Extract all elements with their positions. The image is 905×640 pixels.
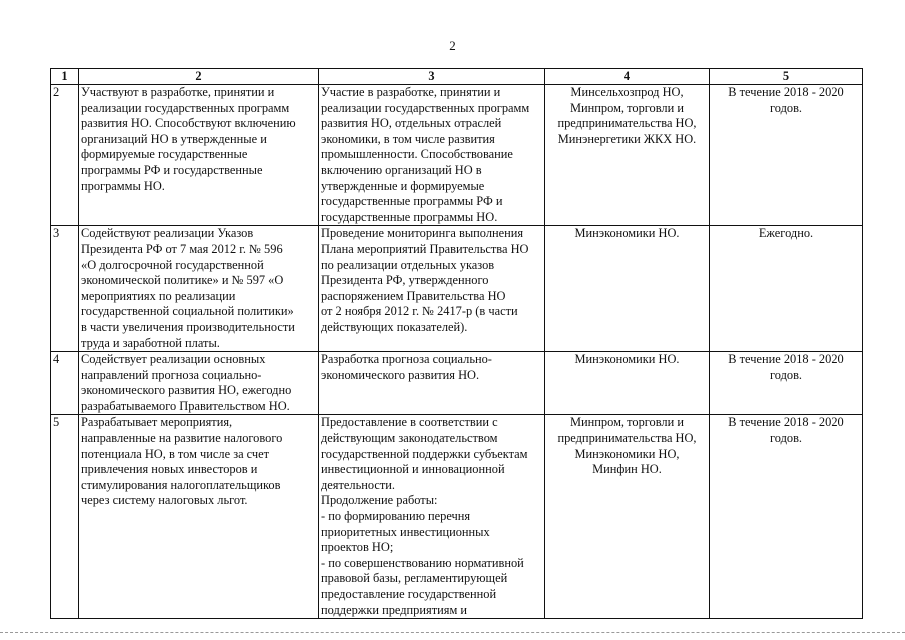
cell-text-line: потенциала НО, в том числе за счет xyxy=(81,446,270,461)
cell-text-line: Минпром, торговли и xyxy=(570,415,684,430)
cell-text-line: реализации государственных программ xyxy=(321,100,530,115)
cell-text-line: Президента РФ от 7 мая 2012 г. № 596 xyxy=(81,241,283,256)
responsible-cell xyxy=(545,226,710,352)
cell-text-line: предоставление государственной xyxy=(321,587,497,601)
deadline-cell xyxy=(710,352,863,415)
cell-text-line: по реализации отдельных указов xyxy=(321,257,495,272)
cell-text-line: организаций НО в утвержденные и xyxy=(81,131,267,146)
cell-text-line: через систему налоговых льгот. xyxy=(81,493,248,508)
cell-text-line: направлений прогноза социально- xyxy=(81,367,262,382)
measures-table xyxy=(50,68,863,619)
row-number: 3 xyxy=(51,226,79,352)
deadline-cell xyxy=(710,415,863,619)
cell-text-line: Предоставление в соответствии с xyxy=(321,415,498,430)
cell-text-line: годов. xyxy=(769,431,803,446)
cell-text-line: Минсельхозпрод НО, xyxy=(570,85,684,99)
cell-text-line: Разрабатывает мероприятия, xyxy=(81,415,233,430)
column-header-5: 5 xyxy=(710,69,863,85)
deadline-cell xyxy=(710,85,863,226)
cell-text-line: приоритетных инвестиционных xyxy=(321,524,490,539)
action-cell xyxy=(319,352,545,415)
cell-text-line: инвестиционной и инновационной xyxy=(321,462,505,477)
cell-text-line: Содействует реализации основных xyxy=(81,352,266,367)
cell-text-line: действующих показателей). xyxy=(321,319,468,334)
table-row xyxy=(51,352,863,415)
cell-text-line: включению организаций НО в xyxy=(321,162,482,177)
cell-text-line: распоряжением Правительства НО xyxy=(321,288,506,303)
cell-text-line: стимулирования налогоплательщиков xyxy=(81,477,281,492)
row-number: 5 xyxy=(51,415,79,619)
cell-text-line: государственные программы НО. xyxy=(321,209,498,224)
cell-text-line: проектов НО; xyxy=(321,540,394,555)
cell-text-line: Президента РФ, утвержденного xyxy=(321,273,489,288)
cell-text-line: Минфин НО. xyxy=(592,462,662,477)
page-number: 2 xyxy=(449,38,456,53)
cell-text-line: Продолжение работы: xyxy=(321,493,438,508)
cell-text-line: реализации государственных программ xyxy=(81,100,290,115)
cell-text-line: государственной социальной политики» xyxy=(81,304,294,319)
column-header-1: 1 xyxy=(51,69,79,85)
table-row xyxy=(51,226,863,352)
cell-text-line: годов. xyxy=(769,367,803,382)
goal-cell xyxy=(79,352,319,415)
cell-text-line: развития НО. Способствуют включению xyxy=(81,116,296,131)
cell-text-line: годов. xyxy=(769,100,803,115)
cell-text-line: В течение 2018 - 2020 xyxy=(728,415,844,430)
action-cell xyxy=(319,415,545,619)
cell-text-line: промышленности. Способствование xyxy=(321,147,513,162)
cell-text-line: предпринимательства НО, xyxy=(557,116,697,131)
table-body xyxy=(51,85,863,619)
cell-text-line: В течение 2018 - 2020 xyxy=(728,352,844,367)
cell-text-line: Минэкономики НО. xyxy=(574,226,680,241)
row-number: 4 xyxy=(51,352,79,415)
bottom-divider xyxy=(0,632,905,633)
cell-text-line: мероприятиях по реализации xyxy=(81,288,236,303)
cell-text-line: Минэкономики НО, xyxy=(574,446,680,461)
responsible-cell xyxy=(545,352,710,415)
action-cell xyxy=(319,85,545,226)
goal-cell xyxy=(79,226,319,352)
cell-text-line: Участие в разработке, принятии и xyxy=(321,85,501,99)
cell-text-line: Разработка прогноза социально- xyxy=(321,352,492,367)
cell-text-line: Плана мероприятий Правительства НО xyxy=(321,241,529,256)
cell-text-line: - по формированию перечня xyxy=(321,509,471,524)
cell-text-line: разрабатываемого Правительством НО. xyxy=(81,398,290,413)
cell-text-line: «О долгосрочной государственной xyxy=(81,257,264,272)
cell-text-line: экономического развития НО, ежегодно xyxy=(81,383,292,398)
cell-text-line: Минэкономики НО. xyxy=(574,352,680,367)
column-header-4: 4 xyxy=(545,69,710,85)
cell-text-line: предпринимательства НО, xyxy=(557,431,697,446)
cell-text-line: Минпром, торговли и xyxy=(570,100,684,115)
table-row xyxy=(51,85,863,226)
cell-text-line: Проведение мониторинга выполнения xyxy=(321,226,524,241)
cell-text-line: правовой базы, регламентирующей xyxy=(321,571,508,586)
row-number: 2 xyxy=(51,85,79,226)
cell-text-line: программы РФ и государственные xyxy=(81,162,263,177)
responsible-cell xyxy=(545,415,710,619)
table-header-row xyxy=(51,69,863,85)
cell-text-line: направленные на развитие налогового xyxy=(81,431,283,446)
cell-text-line: Участвуют в разработке, принятии и xyxy=(81,85,275,99)
cell-text-line: в части увеличения производительности xyxy=(81,319,295,334)
cell-text-line: экономического развития НО. xyxy=(321,367,480,382)
cell-text-line: Содействуют реализации Указов xyxy=(81,226,254,241)
cell-text-line: труда и заработной платы. xyxy=(81,335,220,350)
table-row xyxy=(51,415,863,619)
cell-text-line: деятельности. xyxy=(321,477,396,492)
goal-cell xyxy=(79,85,319,226)
cell-text-line: формируемые государственные xyxy=(81,147,248,162)
cell-text-line: Минэнергетики ЖКХ НО. xyxy=(557,131,697,146)
cell-text-line: утвержденные и формируемые xyxy=(321,178,485,193)
cell-text-line: программы НО. xyxy=(81,178,165,193)
cell-text-line: экономики, в том числе развития xyxy=(321,131,495,146)
cell-text-line: привлечения новых инвесторов и xyxy=(81,462,258,477)
cell-text-line: государственные программы РФ и xyxy=(321,194,503,209)
cell-text-line: поддержки предприятиям и xyxy=(321,602,468,617)
deadline-cell xyxy=(710,226,863,352)
cell-text-line: В течение 2018 - 2020 xyxy=(728,85,844,99)
goal-cell xyxy=(79,415,319,619)
cell-text-line: - по совершенствованию нормативной xyxy=(321,555,524,570)
column-header-2: 2 xyxy=(79,69,319,85)
column-header-3: 3 xyxy=(319,69,545,85)
cell-text-line: Ежегодно. xyxy=(758,226,814,241)
action-cell xyxy=(319,226,545,352)
cell-text-line: экономической политике» и № 597 «О xyxy=(81,273,284,288)
cell-text-line: действующим законодательством xyxy=(321,431,498,446)
cell-text-line: развития НО, отдельных отраслей xyxy=(321,116,502,131)
responsible-cell xyxy=(545,85,710,226)
cell-text-line: от 2 ноября 2012 г. № 2417-р (в части xyxy=(321,304,518,319)
cell-text-line: государственной поддержки субъектам xyxy=(321,446,528,461)
